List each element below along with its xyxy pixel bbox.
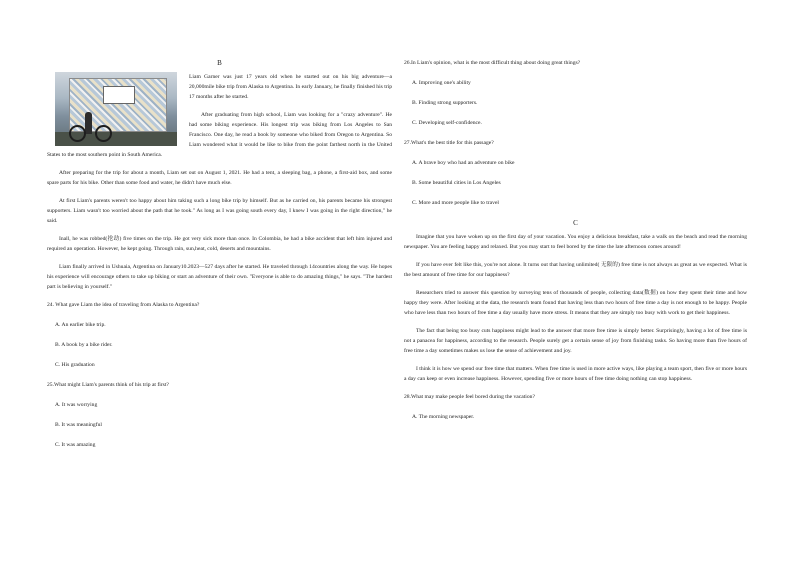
question-25-option-b: B. It was meaningful — [55, 422, 102, 428]
question-27: 27.What's the best title for this passage? — [404, 140, 494, 146]
question-24-option-b: B. A book by a bike rider. — [55, 342, 113, 348]
photo-person — [85, 112, 92, 134]
passage-c-paragraph-1: Imagine that you have woken up on the first day of your vacation. You enjoy a delicious breakfast, take a walk on the beach and read the morning newspaper. You are feeling happy and relaxed. But you may start to feel bored by the time the late afternoon comes around! — [404, 234, 747, 250]
question-27-option-c: C. More and more people like to travel — [412, 200, 499, 206]
question-25-option-a: A. It was worrying — [55, 402, 98, 408]
question-25-option-c: C. It was amazing — [55, 442, 96, 448]
question-26: 26.In Liam's opinion, what is the most difficult thing about doing great things? — [404, 60, 581, 66]
question-28-option-a: A. The morning newspaper. — [412, 414, 475, 420]
question-28: 28.What may make people feel bored during the vacation? — [404, 394, 535, 400]
question-27-option-a: A. A brave boy who had an adventure on bike — [412, 160, 515, 166]
passage-b-paragraph-4: At first Liam's parents weren't too happy about him taking such a long bike trip by himself. But as he carried on, his parents became his strongest supporters. Liam wasn't too worried about the path that he took." As long as I was going south every day, I knew I was going in the right direction," he said. — [47, 198, 392, 224]
question-24-option-c: C. His graduation — [55, 362, 95, 368]
question-24-option-a: A. An earlier bike trip. — [55, 322, 106, 328]
passage-b-paragraph-1: Liam Garner was just 17 years old when he started out on his big adventure—a 20,000mile bike trip from Alaska to Argentina. In early January, he finally finished his trip 17 months after he started. — [189, 74, 392, 100]
question-24: 24. What gave Liam the idea of traveling from Alaska to Argentina? — [47, 302, 200, 308]
photo-liam-with-bike — [55, 72, 177, 146]
right-column — [404, 58, 747, 432]
passage-c-paragraph-2: If you have ever felt like this, you're not alone. It turns out that having unlimited( 无限的) free time is not always as great as we expected. What is the best amount of free time for our happiness? — [404, 262, 747, 278]
question-25: 25.What might Liam's parents think of his trip at first? — [47, 382, 169, 388]
section-title-b: B — [217, 59, 222, 67]
bike-wheel-icon — [69, 125, 86, 142]
passage-b-paragraph-5: Inall, he was robbed(抢劫) five times on the trip. He got very sick more than once. In Colombia, he had a bike accident that left him injured and required an operation. However, he kept going. Through rain, sun,heat, cold, deserts and mountains. — [47, 236, 392, 252]
passage-c-paragraph-3: Researchers tried to answer this question by surveying tens of thousands of people, collecting data(数据) on how they spent their time and how happy they were. After looking at the data, the research team found that having less than two hours of free time a day is not enough to be happy. People who have less than two hours of free time a day usually have more stress. It means that they are simply too busy with work to get their happiness. — [404, 290, 747, 316]
photo-sign — [103, 86, 135, 104]
question-26-option-a: A. Improving one's ability — [412, 80, 471, 86]
passage-c-paragraph-4: The fact that being too busy cuts happiness might lead to the answer that more free time is simply better. Surprisingly, having a lot of free time is not a panacea for happiness, according to the research. People surely get a certain sense of joy from finishing tasks. So having more than five hours of free time a day sometimes makes us lose the sense of achievement and joy. — [404, 328, 747, 354]
left-column — [47, 58, 392, 460]
passage-b-paragraph-3: After preparing for the trip for about a month, Liam set out on August 1, 2021. He had a tent, a sleeping bag, a phone, a first-aid box, and some spare parts for his bike. Other than some food and water, he didn't have much else. — [47, 170, 392, 186]
question-26-option-b: B. Finding strong supporters. — [412, 100, 478, 106]
question-27-option-b: B. Some beautiful cities in Los Angeles — [412, 180, 501, 186]
passage-b-paragraph-6: Liam finally arrived in Ushuaia, Argentina on January10.2023—527 days after he started. He traveled through 14countries along the way. He hopes his experience will encourage others to take up biking or start an adventure of their own. "Everyone is able to do amazing things," he says. "The hardest part is believing in yourself." — [47, 264, 392, 290]
bike-wheel-icon — [95, 125, 112, 142]
question-26-option-c: C. Developing self-confidence. — [412, 120, 482, 126]
passage-c-paragraph-5: I think it is how we spend our free time that matters. When free time is used in more active ways, like playing a team sport, then five or more hours a day can keep or even increase happiness. However, spending five or more hours of free time doing nothing can stop happiness. — [404, 366, 747, 382]
passage-b-paragraph-2: After graduating from high school, Liam was looking for a "crazy adventure". He had some biking experience. His longest trip was biking from Los Angeles to San Francisco. One day, he read a book by someone who biked from Oregon to Argentina. So Liam wondered what it would be like to bike from the point farthest north in the United States to the most southern point in South America. — [47, 112, 392, 158]
section-title-c: C — [573, 219, 578, 227]
